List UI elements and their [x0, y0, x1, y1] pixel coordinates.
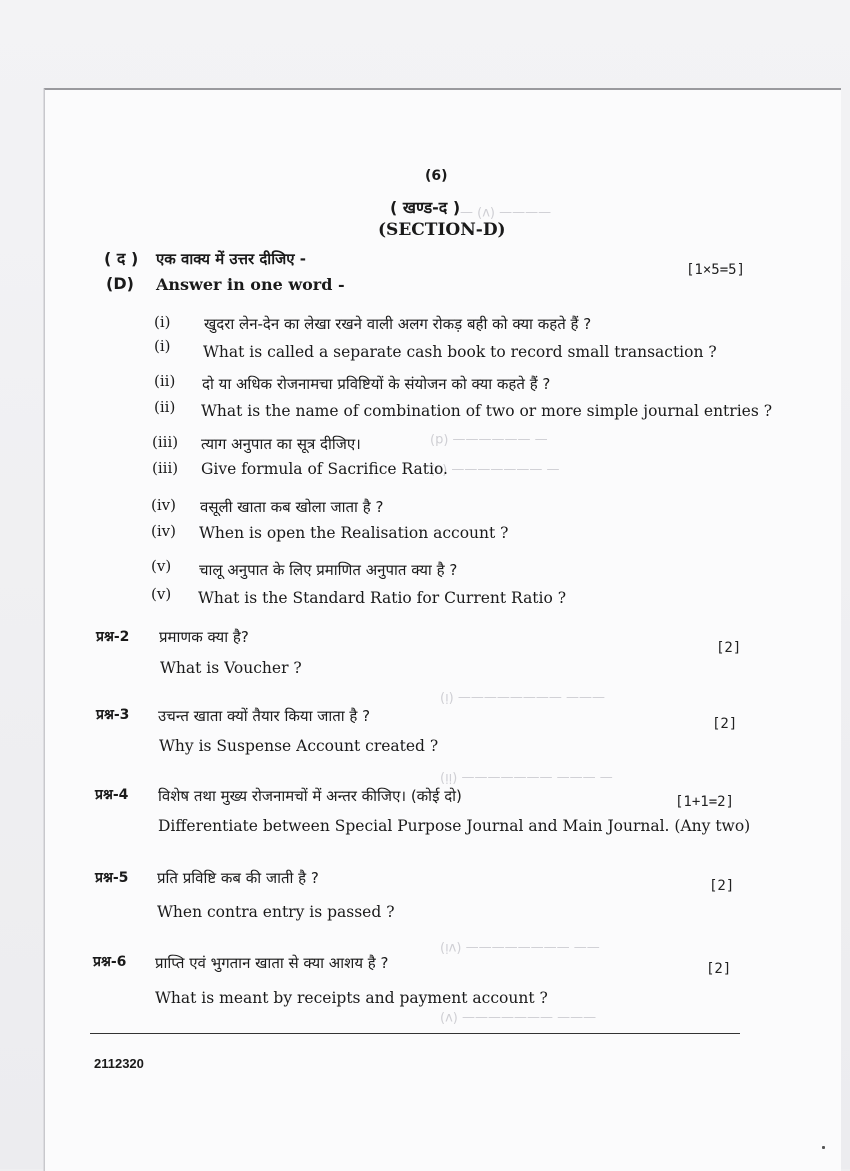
item-number: (ii) [154, 372, 176, 390]
question-marks: [2] [716, 640, 742, 656]
question-label: प्रश्न-5 [95, 870, 129, 886]
question-text-english: What is meant by receipts and payment account ? [155, 989, 548, 1007]
question-text-english: What is Voucher ? [160, 659, 302, 677]
question-text-english: Differentiate between Special Purpose Journal and Main Journal. (Any two) [158, 817, 751, 835]
question-marks: [1+1=2] [675, 794, 735, 810]
question-text-english: Why is Suspense Account created ? [159, 737, 439, 755]
bleed-through-text: (b) —————— — [430, 432, 548, 447]
item-number: (i) [154, 313, 171, 331]
item-text-english: What is the Standard Ratio for Current Ratio ? [198, 589, 567, 607]
item-number: (v) [151, 557, 172, 575]
bleed-through-text: (c) ——————— — [430, 462, 560, 477]
item-text-english: Give formula of Sacrifice Ratio. [201, 460, 448, 478]
question-marks: [2] [706, 961, 732, 977]
item-text-english: When is open the Realisation account ? [199, 524, 509, 542]
item-text-hindi: त्याग अनुपात का सूत्र दीजिए। [201, 435, 361, 453]
instruction-english: Answer in one word - [156, 275, 345, 294]
bleed-through-text: (ii) ——————— ——— — [440, 770, 613, 785]
item-number: (v) [151, 585, 172, 603]
question-label: प्रश्न-6 [93, 954, 127, 970]
item-number: (iv) [151, 496, 176, 514]
question-text-hindi: प्राप्ति एवं भुगतान खाता से क्या आशय है ? [155, 954, 389, 972]
item-text-hindi: वसूली खाता कब खोला जाता है ? [200, 498, 384, 516]
part-marks: [1×5=5] [686, 262, 746, 278]
bleed-through-text: — (v) ———— [460, 205, 552, 220]
question-text-hindi: विशेष तथा मुख्य रोजनामचों में अन्तर कीजिए। (कोई दो) [158, 787, 462, 805]
section-title-hindi: ( खण्ड-द ) [390, 198, 461, 217]
question-label: प्रश्न-3 [96, 707, 130, 723]
instruction-hindi: एक वाक्य में उत्तर दीजिए - [156, 250, 306, 268]
bleed-through-text: (v) ——————— ——— [440, 1010, 597, 1025]
question-marks: [2] [712, 716, 738, 732]
item-text-hindi: खुदरा लेन-देन का लेखा रखने वाली अलग रोकड़ बही को क्या कहते हैं ? [204, 315, 592, 333]
item-number: (iv) [151, 522, 176, 540]
page-number: (6) [425, 168, 448, 184]
part-label-hindi: ( द ) [104, 249, 139, 268]
item-text-english: What is called a separate cash book to record small transaction ? [203, 343, 717, 361]
item-text-hindi: दो या अधिक रोजनामचा प्रविष्टियों के संयोजन को क्या कहते हैं ? [202, 375, 551, 393]
question-text-english: When contra entry is passed ? [157, 903, 395, 921]
section-title-english: (SECTION-D) [378, 220, 506, 240]
question-text-hindi: प्रमाणक क्या है? [159, 628, 249, 646]
scan-speck [822, 1146, 825, 1149]
footer-rule [90, 1033, 740, 1034]
item-text-hindi: चालू अनुपात के लिए प्रमाणित अनुपात क्या है ? [199, 561, 458, 579]
bleed-through-text: (iv) ———————— —— [440, 940, 600, 955]
question-text-hindi: उचन्त खाता क्यों तैयार किया जाता है ? [158, 707, 371, 725]
item-number: (ii) [154, 398, 176, 416]
item-text-english: What is the name of combination of two or more simple journal entries ? [201, 402, 773, 420]
question-text-hindi: प्रति प्रविष्टि कब की जाती है ? [157, 869, 319, 887]
part-label-english: (D) [106, 274, 134, 293]
bleed-through-text: (i) ———————— ——— [440, 690, 606, 705]
item-number: (iii) [152, 459, 179, 477]
item-number: (iii) [152, 433, 179, 451]
item-number: (i) [154, 337, 171, 355]
question-label: प्रश्न-2 [96, 629, 130, 645]
question-label: प्रश्न-4 [95, 787, 129, 803]
question-marks: [2] [709, 878, 735, 894]
paper-code: 2112320 [94, 1056, 144, 1071]
